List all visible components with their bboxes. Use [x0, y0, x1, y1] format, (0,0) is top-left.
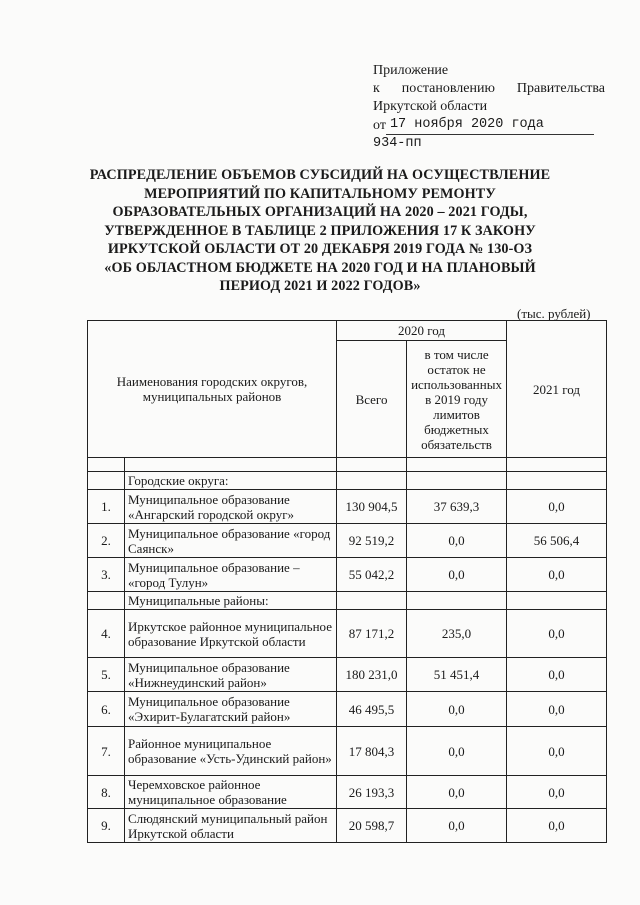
units-label: (тыс. рублей)	[517, 306, 591, 321]
subsidy-table	[87, 320, 607, 843]
table-row	[88, 692, 607, 727]
row-remainder: 0,0	[407, 809, 507, 843]
header-total: Всего	[337, 341, 407, 458]
row-total: 130 904,5	[337, 490, 407, 524]
header-year-2020: 2020 год	[337, 321, 507, 341]
row-2021: 0,0	[507, 727, 607, 776]
title-line: «ОБ ОБЛАСТНОМ БЮДЖЕТЕ НА 2020 ГОД И НА ПЛАНОВЫЙ	[104, 259, 536, 276]
row-total: 17 804,3	[337, 727, 407, 776]
title-line: ИРКУТСКОЙ ОБЛАСТИ ОТ 20 ДЕКАБРЯ 2019 ГОДА № 130-ОЗ	[107, 241, 533, 257]
row-number: 4.	[88, 610, 125, 658]
row-number: 7.	[88, 727, 125, 776]
title-line: РАСПРЕДЕЛЕНИЕ ОБЪЕМОВ СУБСИДИЙ НА ОСУЩЕСТВЛЕНИЕ	[89, 167, 551, 183]
row-number: 9.	[88, 809, 125, 843]
section-row-urban	[88, 472, 607, 490]
row-remainder: 0,0	[407, 692, 507, 727]
appendix-word-government: Правительства	[516, 81, 605, 96]
row-remainder: 0,0	[407, 776, 507, 809]
row-total: 180 231,0	[337, 658, 407, 692]
table-row	[88, 490, 607, 524]
row-name: Муниципальное образование «Эхирит-Булагатский район»	[125, 692, 337, 727]
table-row	[88, 776, 607, 809]
appendix-date-value: 17 ноября 2020 года	[386, 116, 594, 135]
table-row	[88, 524, 607, 558]
header-row-top	[88, 321, 607, 341]
row-name: Районное муниципальное образование «Усть-Удинский район»	[125, 727, 337, 776]
row-name: Иркутское районное муниципальное образование Иркутской области	[125, 610, 337, 658]
title-line: МЕРОПРИЯТИЙ ПО КАПИТАЛЬНОМУ РЕМОНТУ	[144, 185, 496, 202]
table-row	[88, 610, 607, 658]
row-number: 1.	[88, 490, 125, 524]
row-name: Слюдянский муниципальный район Иркутской области	[125, 809, 337, 843]
row-2021: 0,0	[507, 776, 607, 809]
row-2021: 0,0	[507, 490, 607, 524]
row-number: 3.	[88, 558, 125, 592]
row-total: 87 171,2	[337, 610, 407, 658]
appendix-title: Приложение	[373, 63, 449, 78]
row-number: 6.	[88, 692, 125, 727]
row-remainder: 0,0	[407, 558, 507, 592]
appendix-word-resolution: постановлению	[401, 81, 495, 96]
row-2021: 56 506,4	[507, 524, 607, 558]
row-2021: 0,0	[507, 610, 607, 658]
spacer-row	[88, 458, 607, 472]
row-2021: 0,0	[507, 658, 607, 692]
table-row	[88, 658, 607, 692]
appendix-doc-number: 934-пп	[373, 136, 422, 151]
row-total: 20 598,7	[337, 809, 407, 843]
row-name: Муниципальное образование «город Саянск»	[125, 524, 337, 558]
section-row-municipal	[88, 592, 607, 610]
table-row	[88, 809, 607, 843]
row-name: Муниципальное образование «Ангарский городской округ»	[125, 490, 337, 524]
title-line: ОБРАЗОВАТЕЛЬНЫХ ОРГАНИЗАЦИЙ НА 2020 – 2021 ГОДЫ,	[112, 204, 528, 220]
header-name-column: Наименования городских округов, муниципальных районов	[88, 321, 337, 458]
row-name: Муниципальное образование – «город Тулун»	[125, 558, 337, 592]
title-line: ПЕРИОД 2021 И 2022 ГОДОВ»	[219, 278, 421, 294]
row-total: 26 193,3	[337, 776, 407, 809]
row-total: 46 495,5	[337, 692, 407, 727]
document-title	[60, 166, 580, 296]
header-remainder: в том числе остаток не использованных в 2019 году лимитов бюджетных обязательств	[407, 341, 507, 458]
row-number: 8.	[88, 776, 125, 809]
row-name: Муниципальное образование «Нижнеудинский район»	[125, 658, 337, 692]
row-total: 92 519,2	[337, 524, 407, 558]
appendix-date-prefix: от	[373, 118, 386, 133]
row-remainder: 37 639,3	[407, 490, 507, 524]
row-2021: 0,0	[507, 809, 607, 843]
row-remainder: 0,0	[407, 524, 507, 558]
row-number: 2.	[88, 524, 125, 558]
table-row	[88, 558, 607, 592]
row-remainder: 0,0	[407, 727, 507, 776]
appendix-date-line	[373, 116, 605, 135]
row-2021: 0,0	[507, 558, 607, 592]
title-line: УТВЕРЖДЕННОЕ В ТАБЛИЦЕ 2 ПРИЛОЖЕНИЯ 17 К ЗАКОНУ	[104, 222, 536, 239]
row-name: Черемховское районное муниципальное образование	[125, 776, 337, 809]
appendix-region: Иркутской области	[373, 99, 488, 114]
row-remainder: 51 451,4	[407, 658, 507, 692]
appendix-resolution-line	[373, 80, 605, 98]
row-remainder: 235,0	[407, 610, 507, 658]
row-2021: 0,0	[507, 692, 607, 727]
header-year-2021: 2021 год	[507, 321, 607, 458]
row-number: 5.	[88, 658, 125, 692]
section-label-urban: Городские округа:	[125, 472, 337, 490]
appendix-word-k: к	[373, 81, 380, 96]
appendix-block	[373, 62, 605, 153]
table-row	[88, 727, 607, 776]
section-label-municipal: Муниципальные районы:	[125, 592, 337, 610]
row-total: 55 042,2	[337, 558, 407, 592]
